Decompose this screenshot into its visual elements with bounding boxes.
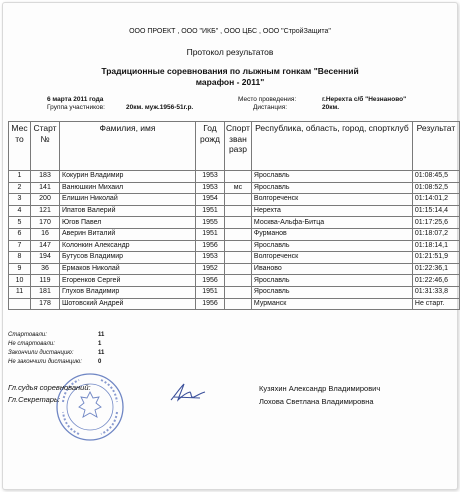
- cell-name: Кокурин Владимир: [60, 171, 196, 183]
- cell-start-number: 170: [31, 217, 60, 229]
- cell-region: Иваново: [251, 263, 412, 275]
- results-table: [8, 121, 460, 310]
- cell-place: 8: [9, 252, 31, 264]
- cell-sport-rank: [225, 252, 252, 264]
- cell-start-number: 121: [31, 205, 60, 217]
- venue-label: Место проведения:: [238, 96, 297, 103]
- cell-name: Шотовский Андрей: [60, 298, 196, 310]
- table-row: [9, 286, 460, 298]
- cell-result: 01:17:25,6: [412, 217, 459, 229]
- stat-value: 11: [98, 332, 105, 338]
- cell-sport-rank: [225, 217, 252, 229]
- cell-sport-rank: [225, 275, 252, 287]
- stat-label: Не стартовали:: [8, 341, 55, 347]
- table-row: [9, 205, 460, 217]
- cell-name: Ипатов Валерий: [60, 205, 196, 217]
- table-header-row: [9, 122, 460, 171]
- cell-result: 01:31:33,8: [412, 286, 459, 298]
- distance-label: Дистанция:: [253, 104, 288, 111]
- cell-region: Ярославль: [251, 182, 412, 194]
- cell-result: 01:22:46,6: [412, 275, 459, 287]
- cell-name: Ванюшкин Михаил: [60, 182, 196, 194]
- cell-place: 6: [9, 228, 31, 240]
- stat-label: Не закончили дистанцию:: [8, 359, 82, 365]
- table-row: [9, 171, 460, 183]
- cell-result: 01:08:52,5: [412, 182, 459, 194]
- cell-birth-year: 1951: [196, 205, 225, 217]
- stat-label: Закончили дистанцию:: [8, 350, 74, 356]
- cell-birth-year: 1956: [196, 298, 225, 310]
- cell-sport-rank: [225, 263, 252, 275]
- header-region: Республика, область, город, спортклуб: [251, 122, 412, 171]
- cell-birth-year: 1954: [196, 194, 225, 206]
- header-place: Мес то: [9, 122, 31, 171]
- table-row: [9, 194, 460, 206]
- cell-place: 4: [9, 205, 31, 217]
- cell-name: Ермаков Николай: [60, 263, 196, 275]
- cell-place: 7: [9, 240, 31, 252]
- cell-start-number: 178: [31, 298, 60, 310]
- secretary-label: Гл.Секретарь:: [8, 395, 60, 404]
- cell-place: 3: [9, 194, 31, 206]
- event-title-line2: марафон - 2011": [195, 77, 265, 87]
- cell-name: Елишин Николай: [60, 194, 196, 206]
- table-row: [9, 263, 460, 275]
- cell-start-number: 183: [31, 171, 60, 183]
- header-name: Фамилия, имя: [60, 122, 196, 171]
- cell-region: Волгореченск: [251, 194, 412, 206]
- cell-sport-rank: [225, 205, 252, 217]
- cell-birth-year: 1953: [196, 171, 225, 183]
- judge-label: Гл.судья соревнований:: [8, 383, 91, 392]
- cell-name: Югов Павел: [60, 217, 196, 229]
- cell-region: Мурманск: [251, 298, 412, 310]
- stat-label: Стартовали:: [8, 332, 47, 338]
- protocol-title: Протокол результатов: [186, 47, 274, 57]
- cell-region: Ярославль: [251, 275, 412, 287]
- cell-place: 9: [9, 263, 31, 275]
- cell-place: 5: [9, 217, 31, 229]
- cell-birth-year: 1956: [196, 240, 225, 252]
- cell-place: 1: [9, 171, 31, 183]
- table-row: [9, 182, 460, 194]
- cell-sport-rank: мс: [225, 182, 252, 194]
- cell-start-number: 141: [31, 182, 60, 194]
- judge-name: Кузяхин Александр Владимирович: [259, 384, 381, 393]
- cell-result: 01:08:45,5: [412, 171, 459, 183]
- cell-region: Ярославль: [251, 286, 412, 298]
- cell-place: 2: [9, 182, 31, 194]
- cell-name: Егоренков Сергей: [60, 275, 196, 287]
- cell-place: 11: [9, 286, 31, 298]
- cell-start-number: 194: [31, 252, 60, 264]
- cell-result: 01:21:51,9: [412, 252, 459, 264]
- stat-value: 1: [98, 341, 102, 347]
- cell-region: Ярославль: [251, 171, 412, 183]
- cell-result: 01:14:01,2: [412, 194, 459, 206]
- table-row: [9, 228, 460, 240]
- cell-region: Волгореченск: [251, 252, 412, 264]
- stat-value: 11: [98, 350, 105, 356]
- event-date: 6 марта 2011 года: [47, 96, 104, 103]
- cell-name: Глухов Владимир: [60, 286, 196, 298]
- cell-region: Фурманов: [251, 228, 412, 240]
- cell-sport-rank: [225, 298, 252, 310]
- header-birth-year: Год рожд: [196, 122, 225, 171]
- cell-place: 10: [9, 275, 31, 287]
- header-sport-rank: Спорт зван разр: [225, 122, 252, 171]
- cell-result: 01:22:36,1: [412, 263, 459, 275]
- stat-value: 0: [98, 359, 102, 365]
- cell-region: Нерехта: [251, 205, 412, 217]
- venue-value: г.Нерехта с/б "Незнаново": [322, 96, 407, 103]
- cell-region: Москва-Альфа-Битца: [251, 217, 412, 229]
- cell-region: Ярославль: [251, 240, 412, 252]
- organizers-line: ООО ПРОЕКТ , ООО "ИКБ" , ООО ЦБС , ООО "СтройЗащита": [129, 28, 331, 35]
- cell-start-number: 200: [31, 194, 60, 206]
- cell-result: 01:18:14,1: [412, 240, 459, 252]
- secretary-name: Лохова Светлана Владимировна: [259, 397, 374, 406]
- cell-result: 01:15:14,4: [412, 205, 459, 217]
- table-row: [9, 217, 460, 229]
- cell-sport-rank: [225, 194, 252, 206]
- header-result: Результат: [412, 122, 459, 171]
- signature-autograph: [168, 380, 208, 406]
- distance-value: 20км.: [322, 104, 340, 111]
- table-row: [9, 275, 460, 287]
- cell-name: Аверин Виталий: [60, 228, 196, 240]
- group-label: Группа участников:: [47, 104, 105, 111]
- cell-birth-year: 1953: [196, 252, 225, 264]
- cell-sport-rank: [225, 228, 252, 240]
- event-title-line1: Традиционные соревнования по лыжным гонкам "Весенний: [101, 66, 359, 76]
- cell-birth-year: 1956: [196, 275, 225, 287]
- cell-name: Колонкин Александр: [60, 240, 196, 252]
- cell-birth-year: 1952: [196, 263, 225, 275]
- cell-start-number: 181: [31, 286, 60, 298]
- table-row: [9, 298, 460, 310]
- cell-result: Не старт.: [412, 298, 459, 310]
- header-start-number: Старт №: [31, 122, 60, 171]
- cell-start-number: 119: [31, 275, 60, 287]
- cell-birth-year: 1951: [196, 286, 225, 298]
- cell-start-number: 36: [31, 263, 60, 275]
- cell-name: Бутусов Владимир: [60, 252, 196, 264]
- cell-sport-rank: [225, 171, 252, 183]
- cell-sport-rank: [225, 240, 252, 252]
- cell-sport-rank: [225, 286, 252, 298]
- cell-birth-year: 1951: [196, 228, 225, 240]
- cell-result: 01:18:07,2: [412, 228, 459, 240]
- cell-birth-year: 1955: [196, 217, 225, 229]
- cell-start-number: 16: [31, 228, 60, 240]
- cell-birth-year: 1953: [196, 182, 225, 194]
- cell-place: [9, 298, 31, 310]
- group-value: 20км. муж.1956-51г.р.: [126, 104, 194, 111]
- table-row: [9, 240, 460, 252]
- cell-start-number: 147: [31, 240, 60, 252]
- table-row: [9, 252, 460, 264]
